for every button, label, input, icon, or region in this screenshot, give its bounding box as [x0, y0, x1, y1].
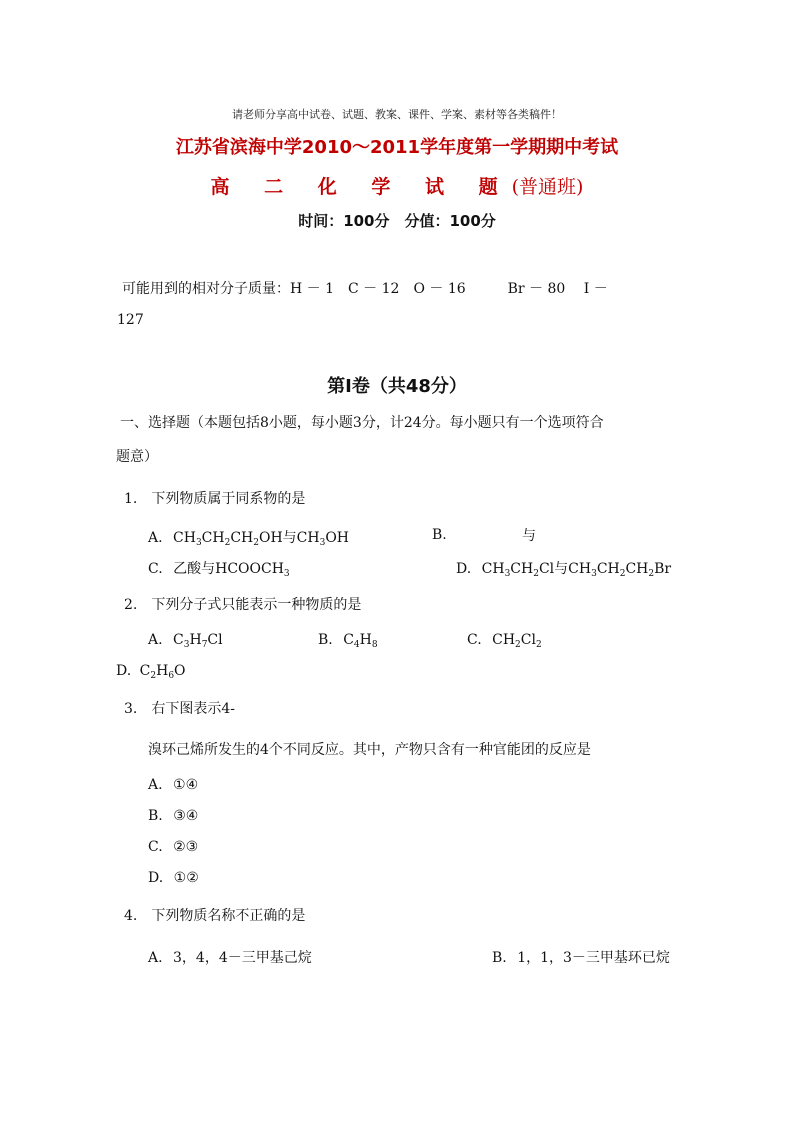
q3-option-a-label: A. [148, 777, 163, 793]
q3-option-a-text: ①④ [173, 777, 199, 793]
q1-option-a [148, 527, 349, 547]
part1-title: 第Ⅰ卷（共48分） [327, 376, 467, 397]
section-instruction-line2: 题意） [116, 449, 158, 465]
q2-option-c-formula: $CH_2Cl_2$ [492, 632, 542, 650]
q1-option-a-formula: $CH_3CH_2CH_2OH$与$CH_3OH$ [173, 530, 350, 548]
q3-option-b-text: ③④ [173, 808, 199, 824]
q3-option-d [148, 870, 199, 886]
q2-option-a [148, 632, 223, 648]
section-instruction-line1: 一、选择题（本题包括8小题，每小题3分，计24分。每小题只有一个选项符合 [120, 415, 604, 431]
q1-stem: 1. 下列物质属于同系物的是 [124, 491, 306, 507]
q2-stem: 2. 下列分子式只能表示一种物质的是 [124, 597, 362, 613]
q2-option-d [116, 663, 186, 679]
q2-option-b-label: B. [318, 632, 333, 648]
q3-option-c-text: ②③ [173, 839, 199, 855]
q4-option-a-label: A. [148, 950, 163, 966]
q1-option-d [456, 558, 671, 578]
q1-option-d-label: D. [456, 561, 472, 577]
q2-option-c-label: C. [467, 632, 482, 648]
time-info: 时间：100分 分值：100分 [298, 212, 496, 230]
subject-main: 高 二 化 学 试 题 [210, 176, 512, 198]
subject-tag: (普通班) [511, 176, 584, 198]
subject-title [0, 172, 794, 199]
q1-option-d-formula: $CH_3CH_2Cl$与$CH_3CH_2CH_2Br$ [481, 561, 672, 579]
q4-option-a [148, 947, 312, 967]
q3-option-c [148, 839, 198, 855]
q3-option-d-text: ①② [173, 870, 199, 886]
notice-line: 请老师分享高中试卷、试题、教案、课件、学案、素材等各类稿件！ [232, 108, 562, 121]
q4-option-a-text: 3，4，4－三甲基己烷 [173, 950, 312, 966]
q3-stem-line2: 溴环己烯所发生的4个不同反应。其中，产物只含有一种官能团的反应是 [148, 742, 591, 758]
q1-option-a-label: A. [148, 530, 163, 546]
q2-option-d-formula: $C_2H_6O$ [139, 663, 186, 681]
q1-option-c [148, 558, 290, 578]
q4-option-b [492, 947, 670, 967]
q2-option-b-formula: $C_4H_8$ [343, 632, 378, 650]
q3-option-c-label: C. [148, 839, 163, 855]
q3-option-b-label: B. [148, 808, 163, 824]
q1-option-b-label: B. [432, 527, 447, 543]
q2-option-a-formula: $C_3H_7Cl$ [173, 632, 223, 650]
q4-option-b-text: 1，1，3－三甲基环已烷 [517, 950, 670, 966]
q2-option-d-label: D. [116, 663, 132, 679]
q3-option-a [148, 777, 198, 793]
q2-option-c [467, 632, 542, 648]
q3-option-b [148, 808, 198, 824]
school-title: 江苏省滨海中学2010～2011学年度第一学期期中考试 [175, 137, 619, 158]
atomic-mass-line2: 127 [117, 312, 144, 328]
q1-option-c-label: C. [148, 561, 163, 577]
q1-option-b-text: 与 [522, 528, 536, 544]
q4-option-b-label: B. [492, 950, 507, 966]
q1-option-c-text: 乙酸与$HCOOCH_3$ [173, 561, 290, 579]
q2-option-b [318, 632, 378, 648]
atomic-mass-line1: 可能用到的相对分子质量：H － 1 C － 12 O － 16 Br － 80 I － [122, 281, 608, 297]
q4-stem: 4. 下列物质名称不正确的是 [124, 908, 306, 924]
q2-option-a-label: A. [148, 632, 163, 648]
q3-option-d-label: D. [148, 870, 164, 886]
q3-stem-line1: 3. 右下图表示4- [124, 701, 235, 717]
